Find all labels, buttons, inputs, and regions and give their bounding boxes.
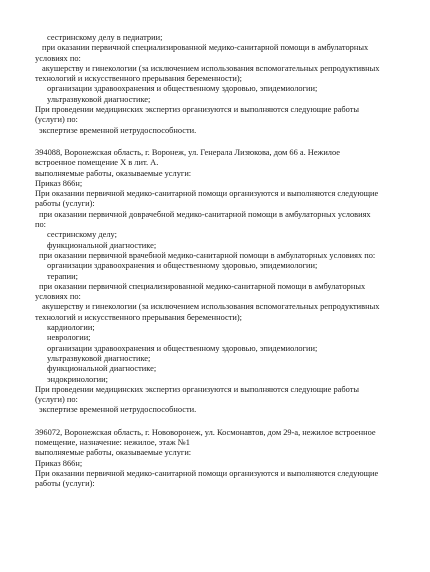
text-line: 394088, Воронежская область, г. Воронеж, ул. Генерала Лизюкова, дом 66 а. Нежилое (35, 147, 340, 157)
text-line: условиях по: (35, 53, 81, 63)
license-section-continued (35, 33, 406, 136)
section-gap (35, 136, 406, 148)
text-line: акушерству и гинекологии (за исключением использования вспомогательных репродуктивных (42, 63, 380, 73)
text-line: При оказании первичной медико-санитарной помощи организуются и выполняются следующие (35, 189, 379, 199)
text-line: Приказ 866н; (35, 178, 83, 188)
text-line: организации здравоохранения и общественному здоровью, эпидемиологии; (47, 343, 318, 353)
license-section-lizyukova (35, 148, 406, 416)
text-line: помещение, назначение: нежилое, этаж №1 (35, 437, 190, 447)
text-line: экспертизе временной нетрудоспособности. (39, 405, 197, 415)
section-gap (35, 416, 406, 428)
text-line: 396072, Воронежская область, г. Нововоронеж, ул. Космонавтов, дом 29-а, нежилое встроенное (35, 427, 376, 437)
text-line: технологий и искусственного прерывания беременности); (35, 312, 242, 322)
text-line: кардиологии; (47, 323, 95, 333)
text-line: При оказании первичной медико-санитарной помощи организуются и выполняются следующие (35, 468, 379, 478)
text-line: (услуги) по: (35, 115, 78, 125)
text-line: функциональной диагностике; (47, 240, 157, 250)
text-line: эндокринологии; (47, 374, 108, 384)
text-line: ультразвуковой диагностике; (47, 353, 151, 363)
text-line: при оказании первичной доврачебной медико-санитарной помощи в амбулаторных условиях (39, 209, 371, 219)
text-line: встроенное помещение X в лит. А. (35, 158, 159, 168)
text-line: работы (услуги): (35, 479, 95, 489)
text-line: при оказании первичной специализированной медико-санитарной помощи в амбулаторных (39, 281, 366, 291)
text-line: работы (услуги): (35, 199, 95, 209)
text-line: выполняемые работы, оказываемые услуги: (35, 168, 192, 178)
text-line: по: (35, 220, 46, 230)
text-line: акушерству и гинекологии (за исключением использования вспомогательных репродуктивных (42, 302, 380, 312)
text-line: при оказании первичной врачебной медико-санитарной помощи в амбулаторных условиях по: (39, 250, 376, 260)
text-line: функциональной диагностике; (47, 364, 157, 374)
text-line: ультразвуковой диагностике; (47, 94, 151, 104)
license-section-novovoronezh (35, 428, 406, 490)
text-line: экспертизе временной нетрудоспособности. (39, 125, 197, 135)
text-line: терапии; (47, 271, 78, 281)
text-line: сестринскому делу в педиатрии; (47, 33, 163, 42)
text-line: технологий и искусственного прерывания беременности); (35, 74, 242, 84)
text-line: выполняемые работы, оказываемые услуги: (35, 448, 192, 458)
text-line: условиях по: (35, 292, 81, 302)
text-line: сестринскому делу; (47, 230, 117, 240)
text-line: организации здравоохранения и общественному здоровью, эпидемиологии; (47, 84, 318, 94)
text-line: При проведении медицинских экспертиз организуются и выполняются следующие работы (35, 384, 359, 394)
text-line: Приказ 866н; (35, 458, 83, 468)
text-line: организации здравоохранения и общественному здоровью, эпидемиологии; (47, 261, 318, 271)
text-line: при оказании первичной специализированной медико-санитарной помощи в амбулаторных (42, 43, 369, 53)
text-line: неврологии; (47, 333, 91, 343)
text-line: (услуги) по: (35, 395, 78, 405)
text-line: При проведении медицинских экспертиз организуются и выполняются следующие работы (35, 105, 359, 115)
